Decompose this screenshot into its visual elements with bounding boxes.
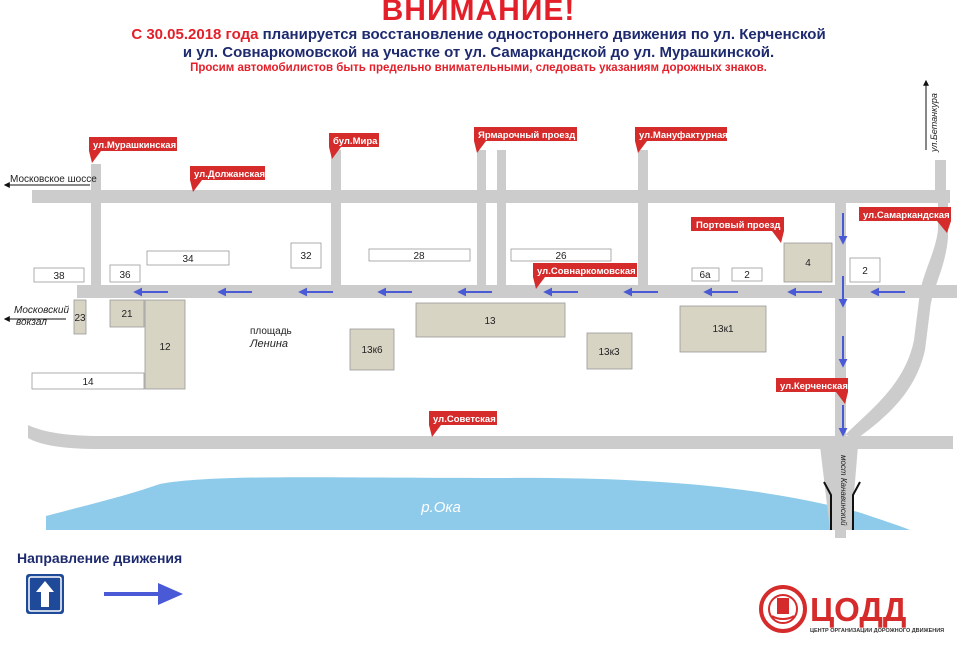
building-34: 34 [182, 254, 194, 265]
building-28: 28 [413, 251, 425, 262]
svg-text:ул.Самаркандская: ул.Самаркандская [863, 210, 950, 221]
label-betankura: ул.Бетанкура [929, 93, 939, 152]
label-ploshchad: площадь [250, 326, 292, 337]
legend-sign-one-way [26, 574, 64, 614]
svg-text:ул.Керченская: ул.Керченская [780, 381, 848, 392]
svg-text:бул.Мира: бул.Мира [333, 136, 378, 147]
road-yarmarochny-1 [477, 150, 486, 285]
notice-line-3: Просим автомобилистов быть предельно внимательными, следовать указаниям дорожных знаков. [190, 62, 767, 74]
tag-dolzhanskaya [190, 166, 265, 192]
svg-text:ул.Советская: ул.Советская [433, 414, 496, 425]
notice-line-1-text: планируется восстановление одностороннего движения по ул. Керченской [258, 26, 826, 43]
building-23: 23 [74, 313, 86, 324]
tag-sovetskaya [429, 411, 497, 437]
building-36: 36 [119, 270, 131, 281]
label-lenina: Ленина [250, 338, 289, 350]
road-yarmarochny-2 [497, 150, 506, 285]
svg-text:ул.Мануфактурная: ул.Мануфактурная [639, 130, 728, 141]
legend-title: Направление движения [17, 550, 183, 566]
tag-manufakturnaya [635, 127, 728, 153]
logo-subtitle: ЦЕНТР ОРГАНИЗАЦИИ ДОРОЖНОГО ДВИЖЕНИЯ [810, 628, 945, 634]
svg-text:Портовый проезд: Портовый проезд [696, 220, 781, 231]
label-kanavinsky-most: мост Канавинский [839, 455, 848, 526]
building-21: 21 [121, 309, 133, 320]
road-betankura [935, 160, 946, 200]
svg-text:ул.Должанская: ул.Должанская [194, 169, 266, 180]
building-13k1: 13к1 [712, 324, 734, 335]
svg-text:ул.Совнаркомовская: ул.Совнаркомовская [537, 266, 636, 277]
label-vokzal-2: вокзал [16, 317, 47, 328]
building-2-west: 2 [744, 270, 750, 281]
road-sovetskaya [28, 425, 953, 449]
label-moskovskoe-shosse: Московское шоссе [10, 174, 97, 185]
building-13k6: 13к6 [361, 345, 383, 356]
page-title: ВНИМАНИЕ! [381, 0, 576, 27]
tag-portovy [691, 217, 784, 243]
building-13: 13 [484, 316, 496, 327]
svg-text:ул.Мурашкинская: ул.Мурашкинская [93, 140, 177, 151]
road-samarkandskaya-curve [845, 200, 948, 438]
svg-text:Ярмарочный проезд: Ярмарочный проезд [478, 130, 576, 141]
building-38: 38 [53, 271, 65, 282]
tsodd-logo [761, 587, 944, 634]
tag-yarmarochny [474, 127, 577, 153]
legend-arrow [104, 583, 183, 605]
buildings [32, 243, 880, 389]
river-oka [46, 477, 910, 530]
tag-samarkandskaya [859, 207, 951, 233]
notice-line-2: и ул. Совнаркомовской на участке от ул. Самаркандской до ул. Мурашкинской. [182, 44, 775, 61]
building-13k3: 13к3 [598, 347, 620, 358]
logo-name: ЦОДД [810, 591, 907, 628]
building-2-east: 2 [862, 266, 868, 277]
label-vokzal-1: Московский [14, 305, 70, 316]
building-4: 4 [805, 258, 811, 269]
tag-murashkinskaya [89, 137, 177, 163]
building-26: 26 [555, 251, 567, 262]
road-mira [331, 150, 341, 285]
building-14: 14 [82, 377, 94, 388]
building-32: 32 [300, 251, 312, 262]
building-6a: 6а [699, 270, 711, 281]
building-12: 12 [159, 342, 171, 353]
road-sovnarkomovskaya [77, 285, 957, 298]
notice-date: С 30.05.2018 года [131, 26, 259, 43]
label-river-oka: р.Ока [421, 499, 461, 516]
road-manufakturnaya [638, 150, 648, 285]
road-moskovskoe-shosse [32, 190, 950, 203]
